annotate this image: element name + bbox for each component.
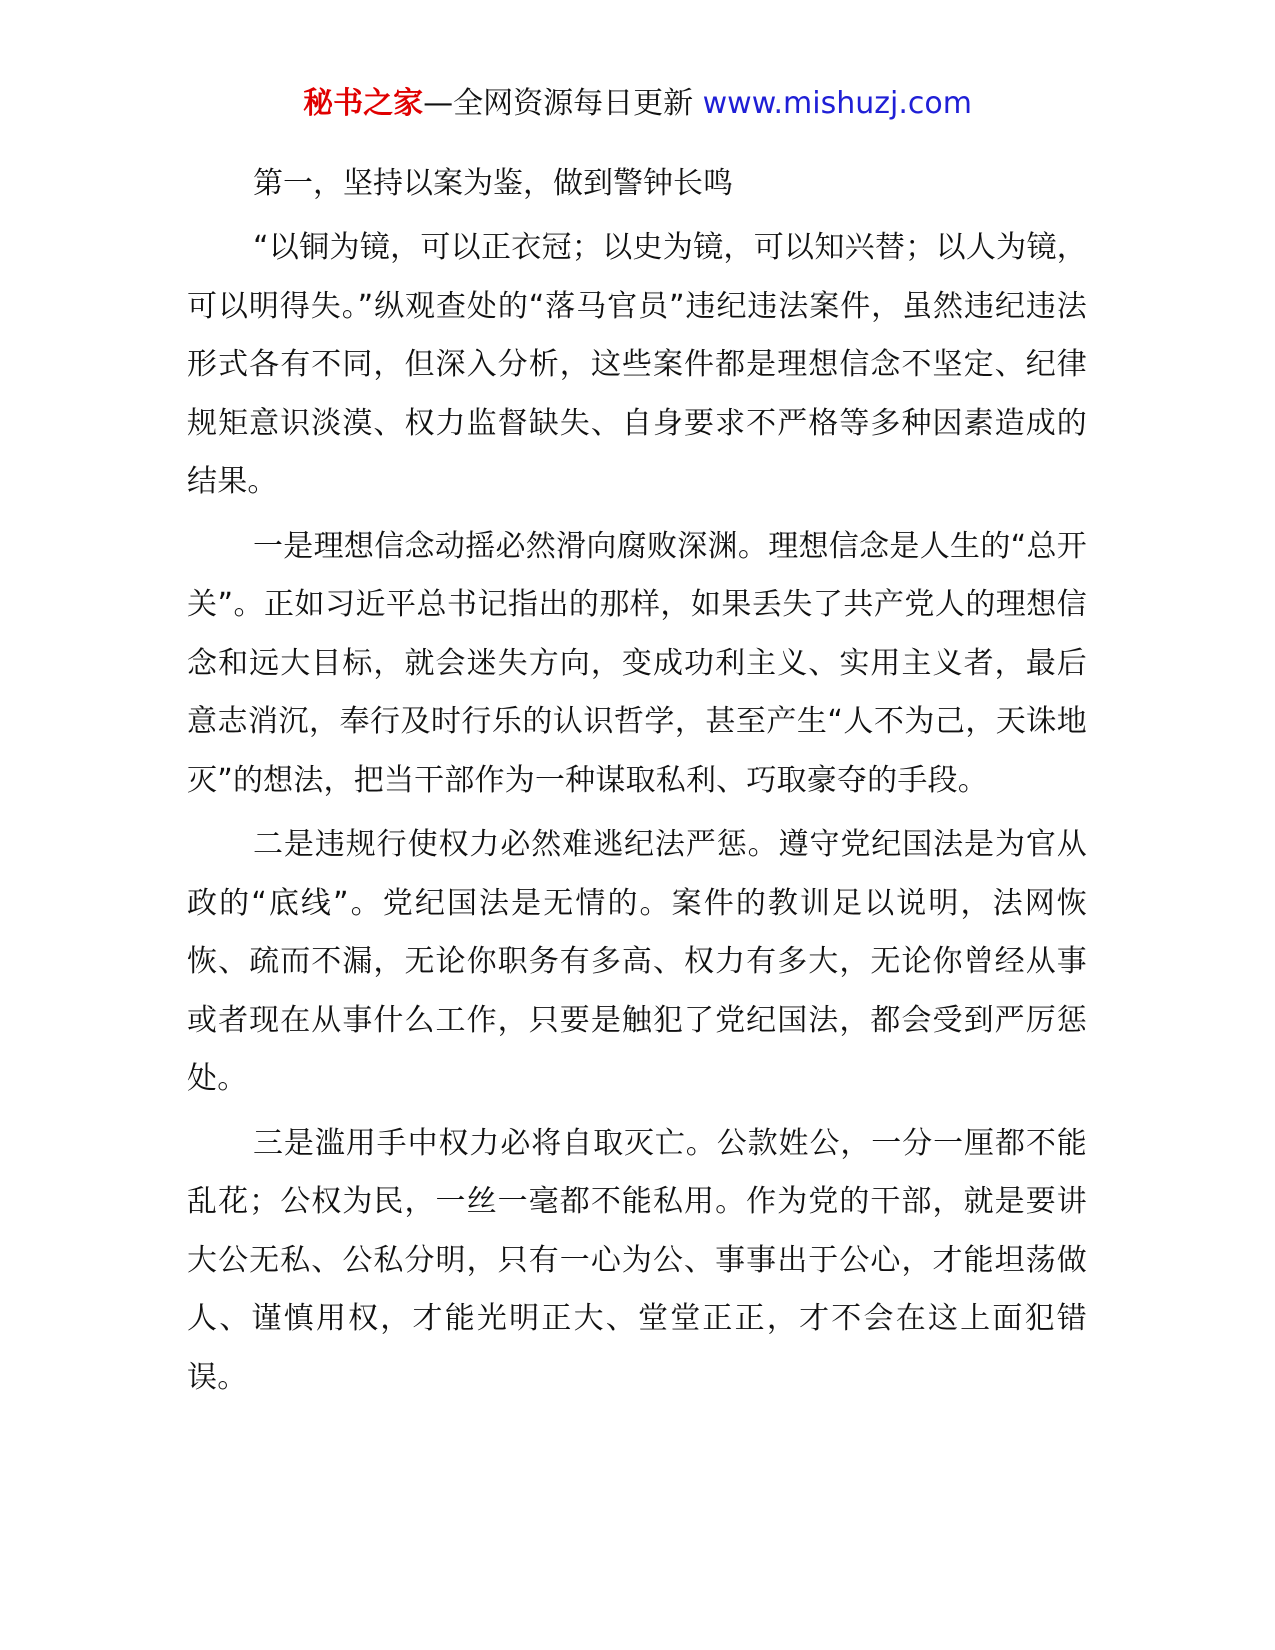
paragraph-point-three: 三是滥用手中权力必将自取灭亡。公款姓公，一分一厘都不能乱花；公权为民，一丝一毫都不能私用。作为党的干部，就是要讲大公无私、公私分明，只有一心为公、事事出于公心，才能坦荡做人、谨慎用权，才能光明正大、堂堂正正，才不会在这上面犯错误。 <box>187 1125 1087 1395</box>
paragraph-intro: “以铜为镜，可以正衣冠；以史为镜，可以知兴替；以人为镜，可以明得失。”纵观查处的“落马官员”违纪违法案件，虽然违纪违法形式各有不同，但深入分析，这些案件都是理想信念不坚定、纪律规矩意识淡漠、权力监督缺失、自身要求不严格等多种因素造成的结果。 <box>187 230 1087 499</box>
paragraph-point-one: 一是理想信念动摇必然滑向腐败深渊。理想信念是人生的“总开关”。正如习近平总书记指出的那样，如果丢失了共产党人的理想信念和远大目标，就会迷失方向，变成功利主义、实用主义者，最后意志消沉，奉行及时行乐的认识哲学，甚至产生“人不为己，天诛地灭”的想法，把当干部作为一种谋取私利、巧取豪夺的手段。 <box>187 528 1087 798</box>
site-tagline: —全网资源每日更新 <box>423 86 694 121</box>
document-body <box>187 155 1087 1413</box>
section-heading: 第一，坚持以案为鉴，做到警钟长鸣 <box>253 166 733 201</box>
site-url-link[interactable]: www.mishuzj.com <box>702 86 972 121</box>
site-header <box>0 82 1275 126</box>
site-brand: 秘书之家 <box>303 86 424 121</box>
paragraph-point-two: 二是违规行使权力必然难逃纪法严惩。遵守党纪国法是为官从政的“底线”。党纪国法是无情的。案件的教训足以说明，法网恢恢、疏而不漏，无论你职务有多高、权力有多大，无论你曾经从事或者现在从事什么工作，只要是触犯了党纪国法，都会受到严厉惩处。 <box>187 827 1087 1096</box>
